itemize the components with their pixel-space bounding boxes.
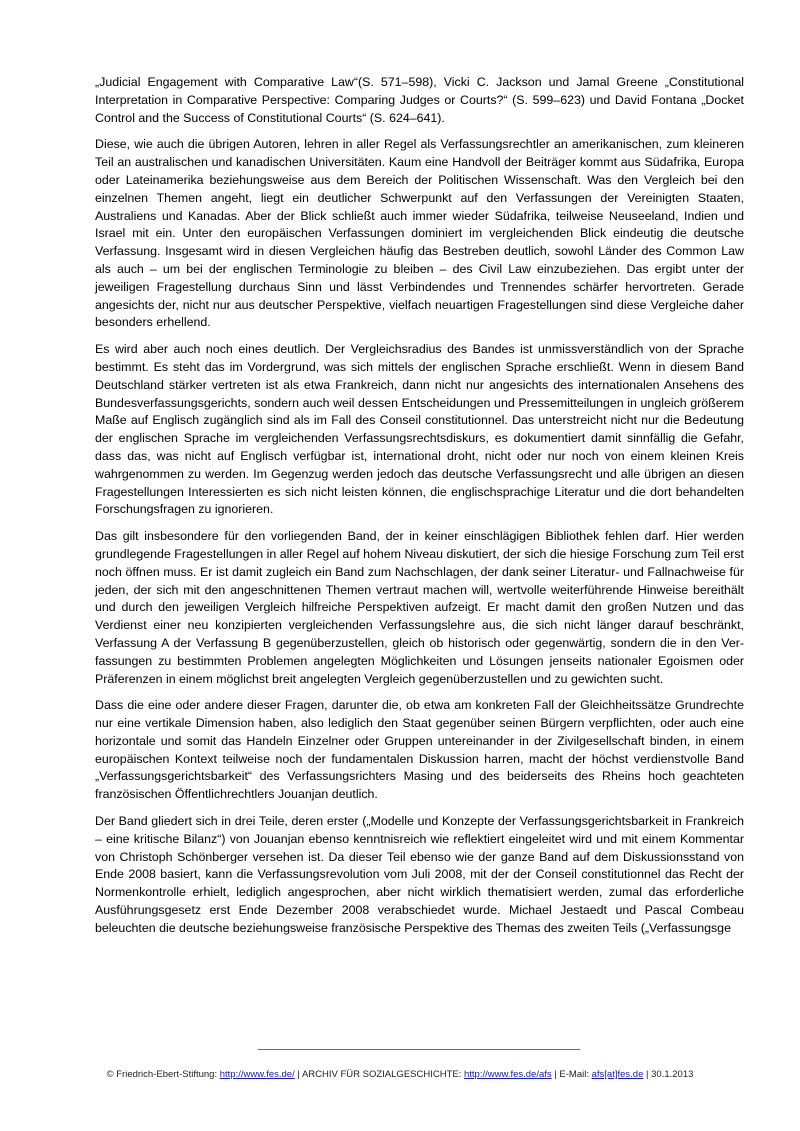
paragraph-2: Diese, wie auch die übrigen Autoren, lehren in aller Regel als Verfassungsrechtler an amerikanischen, zum kleineren Teil an australischen und kanadischen Universitäten. Kaum eine Handvoll der Beiträger kommt aus Südafrika, Europa oder Lateinamerika beziehungsweise aus dem Bereich der Politischen Wissenschaft. Was den Vergleich bei den einzelnen Themen angeht, liegt ein deutlicher Schwerpunkt auf den Verfassungen der Vereinigten Staaten, Australiens und Kanadas. Aber der Blick schließt auch immer wieder Südafrika, teilweise Neuseeland, Indien und Israel mit ein. Unter den europäischen Verfassungen dominiert im vergleichenden Blick eindeutig die deutsche Verfassung. Insgesamt wird in diesen Vergleichen häufig das Bestreben deutlich, sowohl Länder des Common Law als auch – um bei der englischen Terminologie zu bleiben – des Civil Law einzubeziehen. Das ergibt unter der jeweiligen Fragestellung durchaus Sinn und lässt Verbindendes und Trennendes schärfer hervortreten. Gerade angesichts der, nicht nur aus deutscher Perspektive, vielfach neuartigen Fragestellungen sind diese Vergleiche daher besonders erhellend.	[95, 137, 744, 330]
footer-divider	[258, 1049, 580, 1050]
paragraph-4: Das gilt insbesondere für den vorliegenden Band, der in keiner einschlägigen Bibliothek fehlen darf. Hier werden grundlegende Fragestellungen in aller Regel auf hohem Niveau diskutiert, der sich die hiesige Forschung zum Teil erst noch öffnen muss. Er ist damit zugleich ein Band zum Nachschlagen, der dank seiner Literatur- und Fallnachweise für jeden, der sich mit den angeschnittenen Themen vertraut machen will, wertvolle weiterführende Hinweise bereithält und durch den jeweiligen Vergleich hilfreiche Perspektiven aufzeigt. Er macht damit den großen Nutzen und das Verdienst einer neu konzipierten vergleichenden Verfassungslehre aus, die sich nicht länger darauf beschränkt, Verfassung A der Verfassung B gegenüberzustellen, gleich ob historisch oder gegenwärtig, sondern die in den Verfassungen zu bestimmten Problemen angelegten Möglichkeiten und Lösungen jenseits nationaler Egoismen oder Präferenzen in einem möglichst breit angelegten Vergleich gegenüberzustellen und zu gewichten sucht.	[95, 529, 744, 686]
afs-link[interactable]: http://www.fes.de/afs	[464, 1069, 552, 1080]
footer-separator-email: | E-Mail:	[551, 1069, 592, 1080]
paragraph-6: Der Band gliedert sich in drei Teile, deren erster („Modelle und Konzepte der Verfassungsgerichtsbarkeit in Frankreich – eine kritische Bilanz“) von Jouanjan ebenso kenntnisreich wie reflektiert eingeleitet wird und mit einem Kommentar von Christoph Schönberger versehen ist. Da dieser Teil ebenso wie der ganze Band auf dem Diskussionsstand von Ende 2008 basiert, kann die Verfassungsrevolution vom Juli 2008, mit der der Conseil constitutionnel das Recht der Normenkontrolle erhielt, lediglich angesprochen, aber nicht wirklich thematisiert werden, zumal das erforderliche Ausführungsgesetz erst Ende Dezember 2008 verabschiedet wurde. Michael Jestaedt und Pascal Combeau beleuchten die deutsche beziehungsweise französische Perspektive des Themas des zweiten Teils („Verfassungsge	[95, 814, 744, 935]
page-footer	[0, 1069, 800, 1080]
footer-date: 30.1.2013	[651, 1069, 694, 1080]
paragraph-3: Es wird aber auch noch eines deutlich. Der Vergleichsradius des Bandes ist unmissverständlich von der Sprache bestimmt. Es steht das im Vordergrund, was sich mittels der englischen Sprache erschließt. Wenn in diesem Band Deutschland stärker vertreten ist als etwa Frankreich, dann nicht nur angesichts des internationalen Ansehens des Bundesverfassungsgerichts, sondern auch weil dessen Entscheidungen und Pressemitteilungen in ungleich größerem Maße auf Englisch zugänglich sind als im Fall des Conseil constitutionnel. Das unterstreicht nicht nur die Bedeutung der englischen Sprache im vergleichenden Verfassungsrechtsdiskurs, es dokumentiert damit sinnfällig die Gefahr, dass das, was nicht auf Englisch verfügbar ist, international droht, nicht oder nur noch von einem kleinen Kreis wahrgenommen zu werden. Im Gegenzug werden jedoch das deutsche Verfassungsrecht und alle übrigen an diesen Fragestellungen Interessierten es sich nicht leisten können, die englischsprachige Literatur und die dort behandelten Forschungsfragen zu ignorieren.	[95, 342, 744, 517]
footer-separator-archive: | ARCHIV FÜR SOZIALGESCHICHTE:	[294, 1069, 464, 1080]
paragraph-1: „Judicial Engagement with Comparative Law“(S. 571–598), Vicki C. Jackson und Jamal Greene „Constitutional Interpretation in Comparative Perspective: Comparing Judges or Courts?“ (S. 599–623) und David Fontana „Docket Control and the Success of Constitutional Courts“ (S. 624–641).	[95, 75, 744, 125]
document-body	[95, 74, 744, 947]
paragraph-5: Dass die eine oder andere dieser Fragen, darunter die, ob etwa am konkreten Fall der Gleichheitssätze Grundrechte nur eine vertikale Dimension haben, also lediglich den Staat gegenüber seinen Bürgern verpflichten, oder auch eine horizontale und somit das Handeln Einzelner oder Gruppen untereinander in der Zivilgesellschaft binden, in einem europäischen Kontext teilweise noch der fundamentalen Diskussion harren, macht der höchst verdienstvolle Band „Verfassungsgerichtsbarkeit“ des Verfassungsrichters Masing und des beiderseits des Rheins hoch geachteten französischen Öffentlichrechtlers Jouanjan deutlich.	[95, 698, 744, 802]
footer-separator-date: |	[643, 1069, 652, 1080]
footer-copyright: © Friedrich-Ebert-Stiftung:	[106, 1069, 218, 1080]
fes-link[interactable]: http://www.fes.de/	[219, 1069, 295, 1080]
email-link[interactable]: afs[at]fes.de	[591, 1069, 644, 1080]
